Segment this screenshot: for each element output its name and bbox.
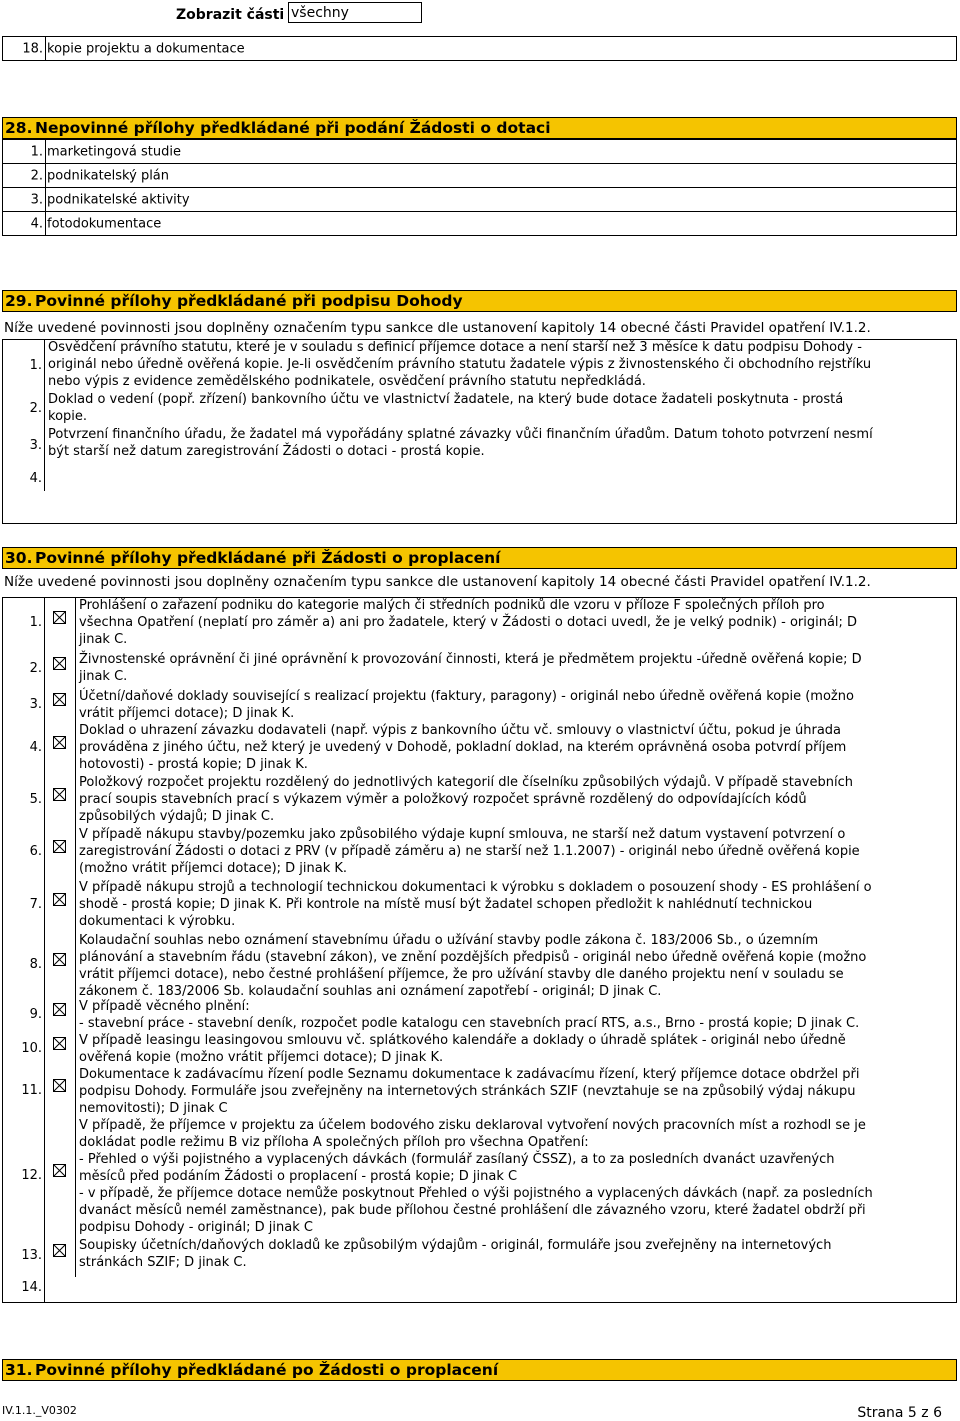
- item-number: 3.: [30, 192, 43, 207]
- list-item: [3, 164, 956, 188]
- item-number: 11.: [21, 1083, 42, 1098]
- item-text: Prohlášení o zařazení podniku do kategorie malých či středních podniků dle vzoru v příloze F společných příloh pro všechna Opatření (neplatí pro záměr a) ani pro žadatele, který v Žádosti o dotaci uvedl, že je velký podnik) - originál; D jinak C.: [79, 598, 858, 647]
- item-number: 3.: [29, 696, 42, 712]
- item-number: 13.: [21, 1248, 42, 1263]
- item-number: 12.: [21, 1168, 42, 1183]
- table-row: 18. kopie projektu a dokumentace: [22, 41, 245, 56]
- item-text: V případě věcného plnění: - stavební práce - stavební deník, rozpočet podle katalogu cen stavebních prací RTS, a.s., Brno - prostá kopie; D jinak C.: [79, 999, 860, 1031]
- row-18-table: [2, 36, 957, 61]
- item-text: Položkový rozpočet projektu rozdělený do jednotlivých kategorií dle číselníku způsobilých výdajů. V případě stavebních prací soupis stavebních prací s výkazem výměr a položkový rozpočet správně rozdělený do odpovídajících kódů způsobilých výdajů; D jinak C.: [79, 775, 853, 824]
- section-28-header: 28. Nepovinné přílohy předkládané při podání Žádosti o dotaci: [2, 117, 957, 139]
- item-text: Živnostenské oprávnění či jiné oprávnění k provozování činnosti, která je předmětem projektu -úředně ověřená kopie; D jinak C.: [79, 652, 862, 684]
- filter-label: Zobrazit části: [176, 7, 285, 23]
- item-text: Soupisky účetních/daňových dokladů ke způsobilým výdajům - originál, formuláře jsou zveřejněny na internetových stránkách SZIF; D jinak C.: [79, 1238, 832, 1270]
- list-item: [3, 140, 956, 164]
- item-text: Doklad o uhrazení závazku dodavateli (např. výpis z bankovního účtu vč. smlouvy o vlastnictví účtu, pokud je úhrada prováděna z jiného účtu, než který je uvedený v Dohodě, pokladní doklad, na kterém oprávněná osoba potvrdí příjem hotovosti) - prostá kopie; D jinak K.: [79, 723, 847, 772]
- item-number: 1.: [29, 357, 42, 373]
- item-text: podnikatelské aktivity: [47, 192, 190, 207]
- item-text: Kolaudační souhlas nebo oznámení stavebnímu úřadu o užívání stavby podle zákona č. 183/2006 Sb., o územním plánování a stavebním řádu (stavební zákon), ve znění pozdějších předpisů - originál nebo úředně ověřená kopie (možno vrátit příjemci dotace), nebo čestné prohlášení příjemce, že pro užívání stavby dle daného projektu není v souladu se zákonem č. 183/2006 Sb. kolaudační souhlas ani oznámení zapotřebí - originál; D jinak C.: [79, 933, 867, 999]
- item-text: Doklad o vedení (popř. zřízení) bankovního účtu ve vlastnictví žadatele, na který bude dotace žadateli poskytnuta - prostá kopie.: [48, 392, 844, 424]
- section-29-frame: [2, 339, 957, 524]
- item-text: Potvrzení finančního úřadu, že žadatel má vypořádány splatné závazky vůči finančním úřadům. Datum tohoto potvrzení nesmí být starší než datum zaregistrování Žádosti o dotaci - prostá kopie.: [48, 427, 873, 459]
- item-number: 14.: [21, 1280, 42, 1295]
- item-number: 2.: [29, 660, 42, 676]
- list-item: [3, 212, 956, 236]
- item-number: 10.: [21, 1040, 42, 1056]
- footer-code: IV.1.1._V0302: [2, 1404, 77, 1417]
- item-number: 6.: [29, 844, 42, 859]
- item-number: 3.: [29, 437, 42, 453]
- item-number: 4.: [29, 739, 42, 755]
- section-30-note: Níže uvedené povinnosti jsou doplněny označením typu sankce dle ustanovení kapitoly 14 obecné části Pravidel opatření IV.1.2.: [4, 574, 871, 590]
- item-number: 2.: [30, 168, 43, 183]
- filter-bar: [0, 0, 960, 34]
- item-number: 9.: [29, 1006, 42, 1022]
- item-text: podnikatelský plán: [47, 168, 170, 183]
- item-number: 1.: [29, 615, 42, 630]
- item-text: V případě leasingu leasingovou smlouvu vč. splátkového kalendáře a doklady o úhradě splátek - originál nebo úředně ověřená kopie (možno vrátit příjemci dotace); D jinak K.: [79, 1033, 846, 1065]
- item-number: 7.: [29, 897, 42, 912]
- item-text: V případě nákupu stavby/pozemku jako způsobilého výdaje kupní smlouva, ne starší než datum vystavení potvrzení o zaregistrování Žádosti o dotaci z PRV (v případě záměru a) ne starší než 1.1.2007) - originál nebo úředně ověřená kopie (možno vrátit příjemci dotace); D jinak K.: [79, 827, 860, 876]
- section-30-header: 30. Povinné přílohy předkládané při Žádosti o proplacení: [2, 547, 957, 569]
- section-29-header: 29. Povinné přílohy předkládané při podpisu Dohody: [2, 290, 957, 312]
- item-text: V případě nákupu strojů a technologií technickou dokumentaci k výrobku s dokladem o posouzení shody - ES prohlášení o shodě - prostá kopie; D jinak K. Při kontrole na místě musí být žadatel schopen předložit k nahlédnutí technickou dokumentaci k výrobku.: [79, 880, 872, 929]
- footer-page: Strana 5 z 6: [857, 1405, 942, 1421]
- item-number: 8.: [29, 956, 42, 972]
- item-number: 1.: [30, 144, 43, 159]
- section-28-list: [2, 139, 957, 236]
- section-31-header: 31. Povinné přílohy předkládané po Žádosti o proplacení: [2, 1359, 957, 1381]
- item-text: Dokumentace k zadávacímu řízení podle Seznamu dokumentace k zadávacímu řízení, který příjemce dotace obdržel při podpisu Dohody. Formuláře jsou zveřejněny na internetových stránkách SZIF (nevztahuje se na způsobilý výdaj nákupu nemovitosti); D jinak C: [79, 1067, 860, 1116]
- section-29-note: Níže uvedené povinnosti jsou doplněny označením typu sankce dle ustanovení kapitoly 14 obecné části Pravidel opatření IV.1.2.: [4, 320, 871, 336]
- item-number: 4.: [29, 470, 42, 486]
- item-text: Osvědčení právního statutu, které je v souladu s definicí příjemce dotace a není starší než 3 měsíce k datu podpisu Dohody - originál nebo úředně ověřená kopie. Je-li osvědčením právního statutu žadatele výpis z živnostenského či obchodního rejstříku nebo výpis z evidence zemědělského podnikatele, osvědčení právního statutu nepředkládá.: [48, 340, 872, 389]
- item-text: marketingová studie: [47, 144, 181, 159]
- item-number: 5.: [29, 791, 42, 807]
- item-text: V případě, že příjemce v projektu za účelem bodového zisku deklaroval vytvoření nových pracovních míst a rozhodl se je dokládat podle režimu B viz příloha A společných příloh pro všechna Opatření: - Přehled o výši pojistného a vyplacených dávkách (formulář zasílaný ČSSZ), a to za posledních dvanáct uzavřených měsíců před podáním Žádosti o proplacení - prostá kopie; D jinak C - v případě, že příjemce dotace nemůže poskytnout Přehled o výši pojistného a vyplacených dávkách (např. za posledních dvanáct měsíců nemél zaměstnance), pak bude přílohou čestné prohlášení dle závazného vzoru, které žadatel obdrží při podpisu Dohody - originál; D jinak C: [79, 1118, 873, 1235]
- item-text: fotodokumentace: [47, 216, 162, 232]
- list-item: [3, 188, 956, 212]
- section-30-frame: [2, 597, 957, 1303]
- filter-select[interactable]: všechny: [288, 2, 422, 23]
- item-text: Účetní/daňové doklady související s realizací projektu (faktury, paragony) - originál nebo úředně ověřená kopie (možno vrátit příjemci dotace); D jinak K.: [79, 689, 854, 721]
- item-number: 2.: [29, 400, 42, 416]
- item-number: 4.: [30, 216, 43, 232]
